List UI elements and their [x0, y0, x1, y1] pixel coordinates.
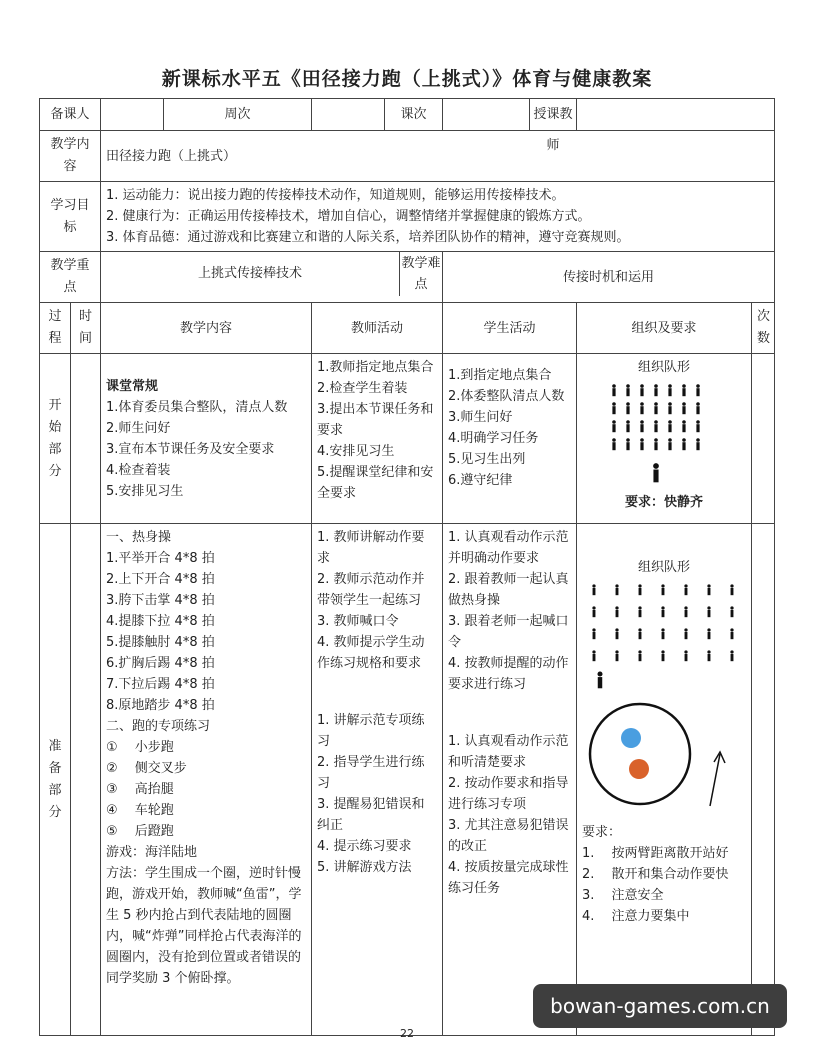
student-figure — [682, 402, 686, 414]
content-item: 3.宣布本节课任务及安全要求 — [106, 441, 275, 457]
student-figure — [668, 384, 672, 396]
student-figure — [661, 606, 664, 617]
start-section-label: 开始部分 — [40, 354, 71, 524]
student-figure — [668, 438, 672, 450]
teaching-content-row — [40, 131, 775, 182]
student-figure — [640, 438, 644, 450]
page-title: 新课标水平五《田径接力跑（上挑式）》体育与健康教案 — [161, 68, 653, 90]
learning-goals-label: 学习目标 — [40, 182, 101, 252]
formation-title: 组织队形 — [638, 560, 691, 575]
teacher-item: 5. 讲解游戏方法 — [317, 860, 412, 875]
student-item: 3. 尤其注意易犯错误的改正 — [448, 818, 569, 854]
student-figure — [730, 606, 733, 617]
direction-arrow-line — [710, 754, 720, 806]
student-item: 1. 认真观看动作示范和听清楚要求 — [448, 734, 569, 770]
student-figure — [668, 402, 672, 414]
week-label: 周次 — [224, 107, 251, 122]
req-item: 1. 按两臂距离散开站好 — [582, 846, 729, 861]
routine-title: 课堂常规 — [106, 378, 159, 394]
content-item: 游戏：海洋陆地 — [106, 845, 198, 860]
student-figure — [661, 628, 664, 639]
content-item: 5.安排见习生 — [106, 483, 184, 499]
student-item: 1.到指定地点集合 — [448, 368, 552, 383]
teacher-item: 2.检查学生着装 — [317, 381, 408, 396]
start-teacher-cell — [312, 354, 443, 524]
content-item: 2.师生问好 — [106, 420, 171, 436]
start-student-cell — [443, 354, 577, 524]
game-method: 方法：学生围成一个圈，逆时针慢跑，游戏开始，教师喊“鱼雷”，学生 5 秒内抢占到代表陆地的圆圈内，喊“炸弹”同样抢占代表海洋的圆圈内，没有抢到位置或者错误的同学奖励 3 个俯卧撑。 — [106, 866, 302, 986]
prep-req-label: 要求： — [582, 825, 622, 840]
student-figure — [668, 420, 672, 432]
student-figure — [684, 606, 687, 617]
teacher-item: 3. 教师喊口令 — [317, 614, 399, 629]
student-figure — [684, 650, 687, 661]
content-item: 6.扩胸后踢 4*8 拍 — [106, 656, 215, 671]
start-time-cell — [71, 354, 101, 524]
formation-diagram — [582, 378, 746, 488]
student-figure — [707, 584, 710, 595]
lesson-value-cell — [443, 99, 577, 153]
student-figure — [682, 438, 686, 450]
student-figure — [626, 402, 630, 414]
content-item: 4.检查着装 — [106, 462, 171, 478]
learning-goal-item: 2. 健康行为：正确运用传接棒技术，增加自信心，调整情绪并掌握健康的锻炼方式。 — [106, 209, 591, 224]
orange-circle — [629, 759, 649, 779]
teacher-item: 1.教师指定地点集合 — [317, 360, 434, 375]
content-item: 1.平举开合 4*8 拍 — [106, 551, 215, 566]
student-figure — [612, 402, 616, 414]
teacher-item: 4. 教师提示学生动作练习规格和要求 — [317, 635, 425, 671]
lesson-plan-table — [39, 98, 775, 1036]
content-item: ⑤ 后蹬跑 — [106, 824, 174, 839]
student-figure — [730, 584, 733, 595]
student-item: 4. 按教师提醒的动作要求进行练习 — [448, 656, 569, 692]
student-figure — [592, 584, 595, 595]
student-figure — [638, 628, 641, 639]
teacher-item: 2. 教师示范动作并带领学生一起练习 — [317, 572, 425, 608]
learning-goals-list — [101, 182, 775, 252]
student-item: 1. 认真观看动作示范并明确动作要求 — [448, 530, 569, 566]
student-figure — [684, 584, 687, 595]
teacher-item: 1. 讲解示范专项练习 — [317, 713, 425, 749]
week-value-cell — [312, 99, 443, 131]
student-figure — [684, 628, 687, 639]
col-process: 过程 — [40, 303, 71, 354]
game-circle-figure — [582, 698, 745, 816]
col-count: 次数 — [752, 303, 775, 354]
key-point-value: 上挑式传接棒技术 — [198, 266, 303, 281]
prep-section-label: 准备部分 — [40, 524, 71, 1036]
student-figure — [654, 402, 658, 414]
game-diagram — [582, 698, 746, 816]
col-time: 时间 — [71, 303, 101, 354]
header-info-row — [40, 99, 775, 131]
teaching-content-label: 教学内容 — [40, 131, 101, 182]
student-item: 5.见习生出列 — [448, 452, 526, 467]
start-requirement: 要求：快静齐 — [625, 495, 704, 510]
content-item: 5.提膝触肘 4*8 拍 — [106, 635, 215, 650]
student-figure — [654, 384, 658, 396]
student-item: 4.明确学习任务 — [448, 431, 539, 446]
student-figure — [682, 420, 686, 432]
key-points-row — [40, 252, 775, 303]
content-item: ② 侧交叉步 — [106, 761, 187, 776]
outer-circle — [590, 704, 690, 804]
teacher-item: 1. 教师讲解动作要求 — [317, 530, 425, 566]
teacher-item: 3. 提醒易犯错误和纠正 — [317, 797, 425, 833]
student-figure — [612, 384, 616, 396]
student-figure — [707, 606, 710, 617]
teacher-figure — [653, 463, 659, 482]
col-content: 教学内容 — [101, 303, 312, 354]
prep-section-row — [40, 524, 775, 1036]
student-item: 2. 跟着教师一起认真做热身操 — [448, 572, 569, 608]
start-count-cell — [752, 354, 775, 524]
learning-goals-row — [40, 182, 775, 252]
blue-circle — [621, 728, 641, 748]
content-item: ① 小步跑 — [106, 740, 174, 755]
formation-diagram — [582, 578, 746, 698]
formation-title: 组织队形 — [638, 360, 691, 375]
student-figure — [696, 420, 700, 432]
teacher-label: 授课教师 — [533, 107, 573, 153]
start-organization-cell — [577, 354, 752, 524]
prep-time-cell — [71, 524, 101, 1036]
student-figure — [626, 438, 630, 450]
prep-formation-figure — [582, 578, 745, 698]
content-item: 3.胯下击掌 4*8 拍 — [106, 593, 215, 608]
page-number: 22 — [400, 1027, 414, 1040]
student-item: 2. 按动作要求和指导进行练习专项 — [448, 776, 569, 812]
req-item: 3. 注意安全 — [582, 888, 664, 903]
student-figure — [696, 384, 700, 396]
teacher-figure — [597, 671, 602, 688]
student-figure — [654, 438, 658, 450]
student-figure — [640, 384, 644, 396]
preparer-label: 备课人 — [40, 99, 101, 131]
difficulty-value: 传接时机和运用 — [443, 252, 775, 303]
prep-teacher-cell — [312, 524, 443, 1036]
prep-req-list — [582, 843, 746, 927]
student-item: 3. 跟着老师一起喊口令 — [448, 614, 569, 650]
student-figure — [612, 420, 616, 432]
student-figure — [696, 438, 700, 450]
prep-count-cell — [752, 524, 775, 1036]
teaching-content-value: 田径接力跑（上挑式） — [101, 131, 775, 182]
key-point-label: 教学重点 — [40, 252, 101, 303]
watermark: bowan-games.com.cn — [533, 984, 787, 1028]
req-item: 2. 散开和集合动作要快 — [582, 867, 729, 882]
teacher-item: 4. 提示练习要求 — [317, 839, 412, 854]
student-figure — [654, 420, 658, 432]
student-figure — [707, 650, 710, 661]
student-figure — [626, 420, 630, 432]
teacher-item: 5.提醒课堂纪律和安全要求 — [317, 465, 434, 501]
teacher-item: 3.提出本节课任务和要求 — [317, 402, 434, 438]
student-figure — [615, 606, 618, 617]
content-item: ④ 车轮跑 — [106, 803, 174, 818]
student-figure — [640, 420, 644, 432]
prep-organization-cell — [577, 524, 752, 1036]
student-figure — [661, 584, 664, 595]
teacher-item: 2. 指导学生进行练习 — [317, 755, 425, 791]
content-item: 二、跑的专项练习 — [106, 719, 211, 734]
student-figure — [592, 628, 595, 639]
content-item: 7.下拉后踢 4*8 拍 — [106, 677, 215, 692]
student-figure — [730, 628, 733, 639]
student-figure — [682, 384, 686, 396]
student-figure — [615, 650, 618, 661]
student-figure — [592, 606, 595, 617]
student-item: 2.体委整队清点人数 — [448, 389, 565, 404]
student-item: 3.师生问好 — [448, 410, 513, 425]
col-organization: 组织及要求 — [577, 303, 752, 354]
content-item: 1.体育委员集合整队，清点人数 — [106, 399, 288, 415]
content-item: 8.原地踏步 4*8 拍 — [106, 698, 215, 713]
col-student: 学生活动 — [443, 303, 577, 354]
prep-student-cell — [443, 524, 577, 1036]
student-figure — [615, 584, 618, 595]
preparer-cell — [101, 99, 312, 131]
learning-goal-item: 1. 运动能力：说出接力跑的传接棒技术动作，知道规则，能够运用传接棒技术。 — [106, 188, 565, 203]
student-item: 6.遵守纪律 — [448, 473, 513, 488]
student-figure — [626, 384, 630, 396]
content-item: 2.上下开合 4*8 拍 — [106, 572, 215, 587]
student-figure — [638, 584, 641, 595]
difficulty-label: 教学难点 — [399, 252, 442, 296]
student-figure — [612, 438, 616, 450]
start-formation-figure — [582, 378, 745, 488]
student-figure — [696, 402, 700, 414]
student-figure — [638, 650, 641, 661]
teacher-item: 4.安排见习生 — [317, 444, 395, 459]
student-figure — [615, 628, 618, 639]
content-item: 4.提膝下拉 4*8 拍 — [106, 614, 215, 629]
key-point-cell — [101, 252, 443, 303]
lesson-label: 课次 — [400, 107, 427, 122]
content-item: ③ 高抬腿 — [106, 782, 174, 797]
col-teacher: 教师活动 — [312, 303, 443, 354]
content-item: 一、热身操 — [106, 530, 172, 545]
student-figure — [592, 650, 595, 661]
student-figure — [707, 628, 710, 639]
column-header-row — [40, 303, 775, 354]
student-figure — [640, 402, 644, 414]
student-figure — [638, 606, 641, 617]
prep-content-cell — [101, 524, 312, 1036]
teacher-value-cell — [577, 99, 775, 131]
start-content-cell — [101, 354, 312, 524]
student-figure — [730, 650, 733, 661]
start-section-row — [40, 354, 775, 524]
student-item: 4. 按质按量完成球性练习任务 — [448, 860, 569, 896]
student-figure — [661, 650, 664, 661]
req-item: 4. 注意力要集中 — [582, 909, 690, 924]
learning-goal-item: 3. 体育品德：通过游戏和比赛建立和谐的人际关系，培养团队协作的精神，遵守竞赛规则。 — [106, 230, 630, 245]
